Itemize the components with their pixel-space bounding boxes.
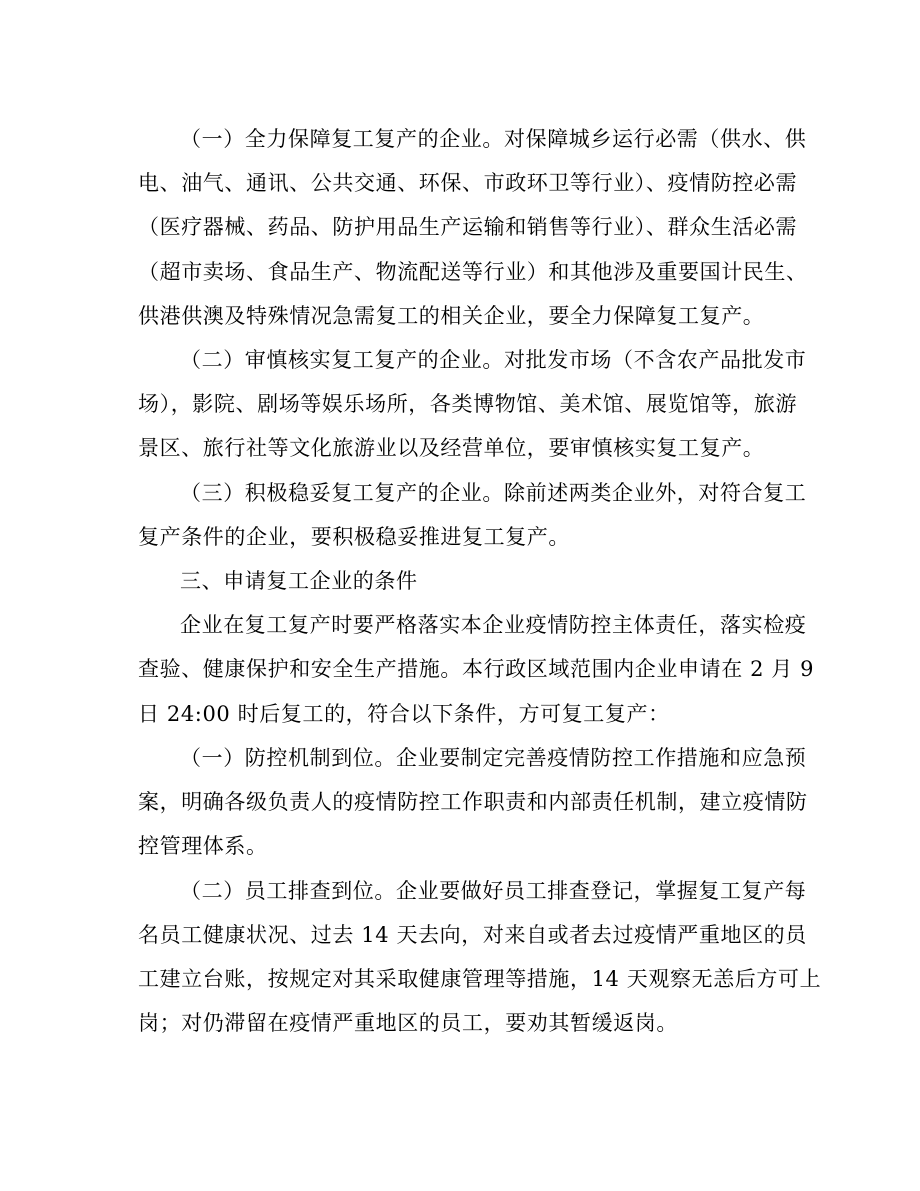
paragraph-line: （一）防控机制到位。企业要制定完善疫情防控工作措施和应急预 [180,746,807,770]
paragraph-line: 复产条件的企业，要积极稳妥推进复工复产。 [138,525,570,549]
paragraph-line: （超市卖场、食品生产、物流配送等行业）和其他涉及重要国计民生、 [138,260,808,284]
paragraph-line: 景区、旅行社等文化旅游业以及经营单位，要审慎核实复工复产。 [138,436,765,460]
paragraph-line: 案，明确各级负责人的疫情防控工作职责和内部责任机制，建立疫情防 [138,790,808,814]
paragraph-line: 日 24:00 时后复工的，符合以下条件，方可复工复产： [138,702,670,726]
section-heading: 三、申请复工企业的条件 [180,569,418,593]
paragraph-line: 场），影院、剧场等娱乐场所，各类博物馆、美术馆、展览馆等，旅游 [138,392,798,416]
paragraph-line: 查验、健康保护和安全生产措施。本行政区域范围内企业申请在 2 月 9 [138,657,815,681]
paragraph-line: 岗；对仍滞留在疫情严重地区的员工，要劝其暂缓返岗。 [138,1011,678,1035]
paragraph-line: 企业在复工复产时要严格落实本企业疫情防控主体责任，落实检疫 [180,613,807,637]
paragraph-line: （一）全力保障复工复产的企业。对保障城乡运行必需（供水、供 [180,127,807,151]
paragraph-line: （医疗器械、药品、防护用品生产运输和销售等行业）、群众生活必需 [138,215,798,239]
paragraph-line: 电、油气、通讯、公共交通、环保、市政环卫等行业）、疫情防控必需 [138,171,798,195]
paragraph-line: 供港供澳及特殊情况急需复工的相关企业，要全力保障复工复产。 [138,304,765,328]
paragraph-line: （三）积极稳妥复工复产的企业。除前述两类企业外，对符合复工 [180,481,807,505]
paragraph-line: （二）审慎核实复工复产的企业。对批发市场（不含农产品批发市 [180,348,807,372]
paragraph-line: （二）员工排查到位。企业要做好员工排查登记，掌握复工复产每 [180,879,807,903]
paragraph-line: 工建立台账，按规定对其采取健康管理等措施，14 天观察无恙后方可上 [138,967,822,991]
paragraph-line: 名员工健康状况、过去 14 天去向，对来自或者去过疫情严重地区的员 [138,923,807,947]
paragraph-line: 控管理体系。 [138,834,268,858]
